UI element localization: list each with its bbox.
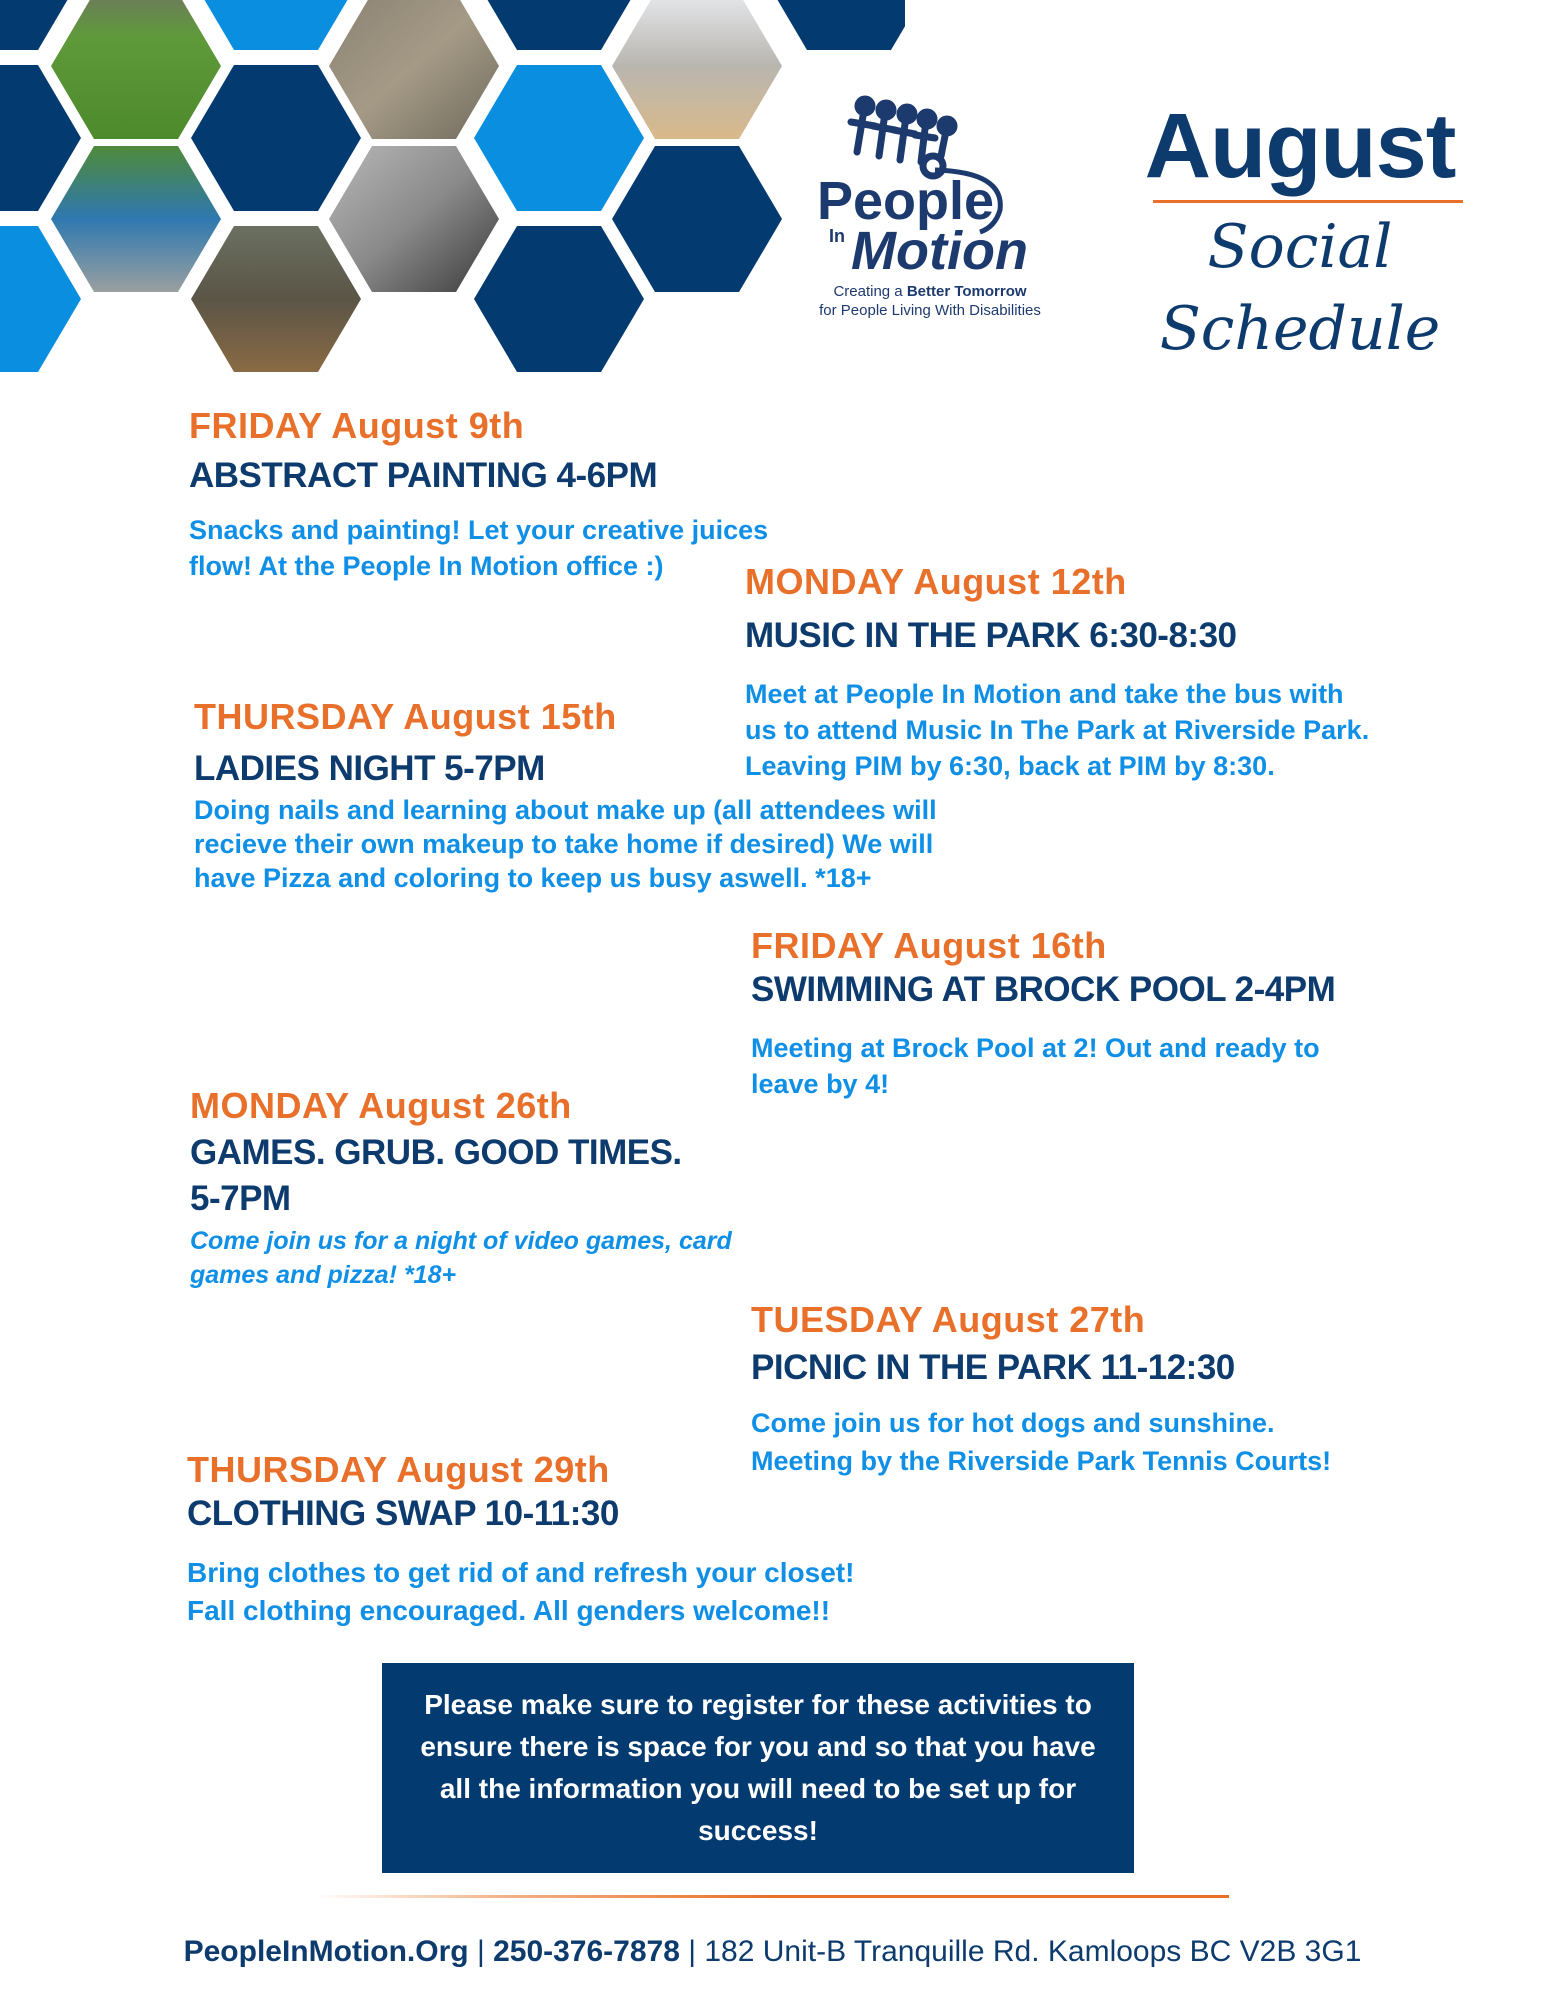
hex-light [474, 65, 644, 211]
event-title: SWIMMING AT BROCK POOL 2-4PM [751, 970, 1336, 1009]
event-title: PICNIC IN THE PARK 11-12:30 [751, 1348, 1235, 1387]
hex-light [191, 0, 361, 50]
header-divider [1153, 200, 1463, 203]
logo-tagline-1: Creating a Better Tomorrow [833, 283, 1027, 300]
social-heading: Social [1207, 212, 1393, 282]
event-aug-15 [194, 695, 937, 895]
photo-trail-walk [329, 0, 499, 139]
event-day: TUESDAY August 27th [751, 1299, 1146, 1340]
footer-divider [315, 1895, 1229, 1898]
event-day: MONDAY August 12th [745, 561, 1127, 602]
event-day: FRIDAY August 9th [189, 405, 525, 446]
photo-park-yoga [51, 0, 221, 139]
schedule-heading: Schedule [1159, 294, 1441, 364]
footer-contact: PeopleInMotion.Org | 250-376-7878 | 182 Unit-B Tranquille Rd. Kamloops BC V2B 3G1 [183, 1935, 1362, 1968]
photo-rope-climb [191, 226, 361, 372]
event-aug-9 [189, 404, 768, 584]
event-description: Come join us for a night of video games, card games and pizza! *18+ [190, 1227, 732, 1289]
event-description: Doing nails and learning about make up (all attendees will recieve their own makeup to take home if desired) We will have Pizza and coloring to keep us busy aswell. *18+ [194, 795, 937, 893]
hex-dark [612, 146, 782, 292]
event-description: Come join us for hot dogs and sunshine. Meeting by the Riverside Park Tennis Courts! [751, 1408, 1332, 1476]
event-title: LADIES NIGHT 5-7PM [194, 749, 545, 788]
event-description: Snacks and painting! Let your creative juices flow! At the People In Motion office :) [189, 515, 769, 581]
hex-dark [474, 0, 644, 50]
event-day: FRIDAY August 16th [751, 925, 1107, 966]
event-aug-16 [751, 924, 1335, 1102]
event-day: THURSDAY August 15th [194, 696, 617, 737]
event-day: MONDAY August 26th [190, 1085, 572, 1126]
month-heading: August [1144, 95, 1456, 197]
logo-tagline-2: for People Living With Disabilities [819, 302, 1041, 319]
event-title: CLOTHING SWAP 10-11:30 [187, 1494, 619, 1533]
website-link[interactable]: PeopleInMotion.Org [183, 1935, 469, 1968]
logo-figures-icon [795, 92, 1065, 282]
event-description: Meeting at Brock Pool at 2! Out and ready to leave by 4! [751, 1033, 1320, 1099]
event-day: THURSDAY August 29th [187, 1449, 610, 1490]
photo-park-game [51, 146, 221, 292]
event-aug-29 [187, 1448, 854, 1630]
phone-number: 250-376-7878 [493, 1935, 680, 1968]
hex-dark [474, 226, 644, 372]
event-title: GAMES. GRUB. GOOD TIMES. 5-7PM [190, 1133, 682, 1218]
event-aug-26 [190, 1084, 732, 1292]
photo-treadmill [329, 146, 499, 292]
logo-name-line2: Motion [851, 221, 1028, 281]
photo-collage [0, 0, 905, 380]
hex-dark [191, 65, 361, 211]
logo-name-in: In [829, 226, 845, 246]
event-description: Meet at People In Motion and take the bus with us to attend Music In The Park at Riverside Park. Leaving PIM by 6:30, back at PIM by 8:30. [745, 679, 1370, 781]
people-in-motion-logo [795, 92, 1065, 322]
hex-dark [764, 0, 905, 50]
photo-stretch-class [612, 0, 782, 139]
event-title: ABSTRACT PAINTING 4-6PM [189, 456, 658, 495]
logo-name-line1: People [817, 171, 995, 231]
address: 182 Unit-B Tranquille Rd. Kamloops BC V2B 3G1 [704, 1935, 1362, 1968]
register-notice: Please make sure to register for these activities to ensure there is space for you and so that you have all the information you will need to be set up for success! [382, 1663, 1134, 1873]
event-description: Bring clothes to get rid of and refresh your closet! Fall clothing encouraged. All genders welcome!! [187, 1557, 855, 1626]
event-title: MUSIC IN THE PARK 6:30-8:30 [745, 616, 1237, 655]
